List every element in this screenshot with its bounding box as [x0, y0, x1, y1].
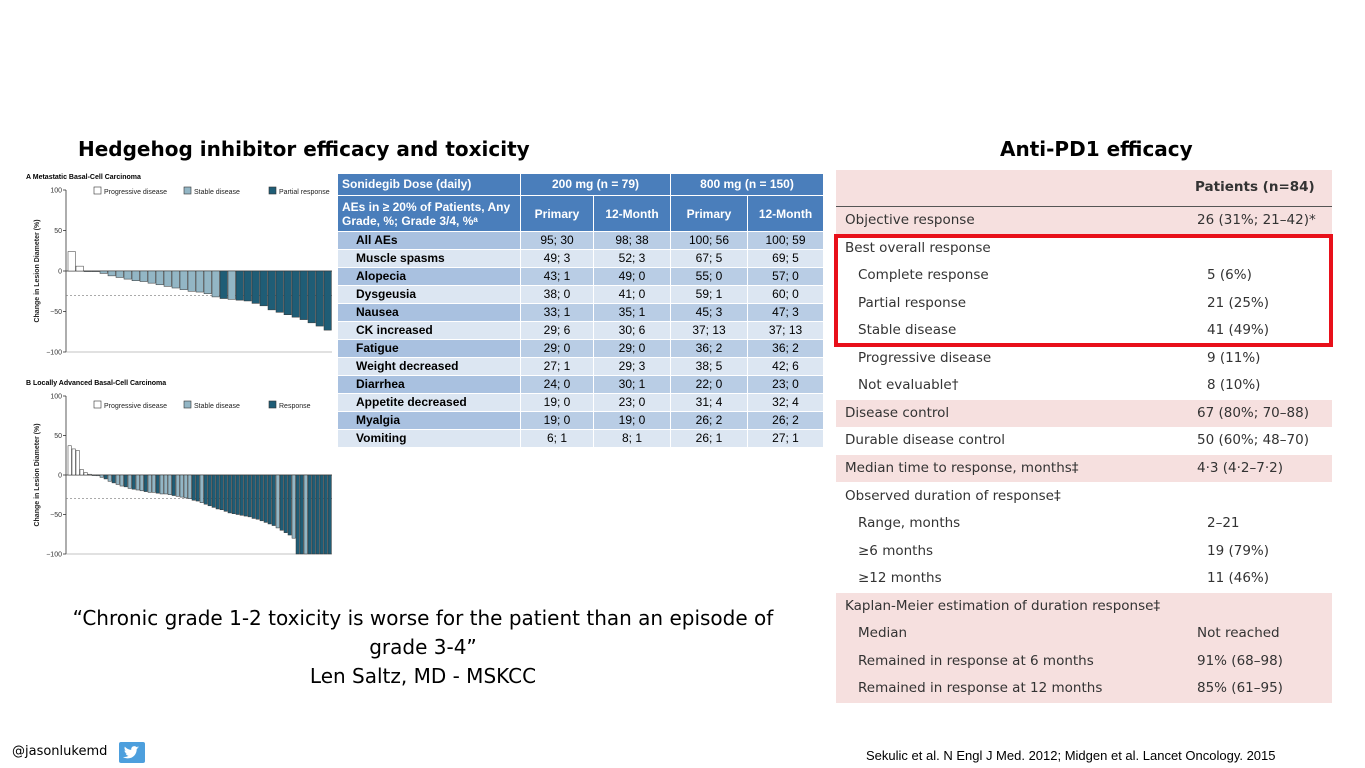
waterfall-bar	[276, 475, 279, 528]
waterfall-bar	[208, 475, 211, 506]
waterfall-bar	[312, 475, 315, 554]
waterfall-bar	[252, 271, 259, 303]
waterfall-bar	[140, 475, 143, 491]
waterfall-bar	[228, 475, 231, 513]
ae-header-col: Primary	[671, 196, 748, 232]
ae-value: 69; 5	[748, 250, 824, 268]
waterfall-bar	[244, 271, 251, 301]
pd1-row	[836, 538, 1332, 566]
pd1-row-label: Progressive disease	[858, 349, 992, 366]
ae-row	[338, 304, 824, 322]
waterfall-bar	[100, 475, 103, 477]
waterfall-bar	[92, 271, 99, 272]
ae-value: 55; 0	[671, 268, 748, 286]
pd1-row	[836, 510, 1332, 538]
pd1-row-value: 26 (31%; 21–42)*	[1197, 212, 1316, 228]
ae-name: Alopecia	[338, 268, 521, 286]
pd1-row	[836, 207, 1332, 235]
pd1-row-value: Not reached	[1197, 625, 1280, 642]
ae-name: Nausea	[338, 304, 521, 322]
waterfall-bar	[300, 475, 303, 554]
ae-value: 36; 2	[671, 340, 748, 358]
legend-label: Stable disease	[194, 403, 240, 410]
waterfall-bar	[200, 475, 203, 503]
ae-value: 100; 56	[671, 232, 748, 250]
ae-row	[338, 358, 824, 376]
waterfall-bar	[132, 475, 135, 489]
waterfall-bar	[176, 475, 179, 496]
ae-name: Muscle spasms	[338, 250, 521, 268]
ae-value: 6; 1	[521, 430, 594, 448]
waterfall-bar	[256, 475, 259, 519]
ae-header-col: 12-Month	[748, 196, 824, 232]
waterfall-bar	[88, 474, 91, 475]
ae-value: 19; 0	[521, 394, 594, 412]
ae-value: 45; 3	[671, 304, 748, 322]
ae-value: 29; 6	[521, 322, 594, 340]
waterfall-bar	[204, 475, 207, 504]
ae-value: 35; 1	[594, 304, 671, 322]
ae-value: 19; 0	[521, 412, 594, 430]
waterfall-bar	[252, 475, 255, 518]
ae-row	[338, 430, 824, 448]
waterfall-bar	[80, 469, 83, 475]
waterfall-bar	[280, 475, 283, 530]
quote-author: Len Saltz, MD - MSKCC	[309, 664, 537, 688]
waterfall-bar	[308, 271, 315, 323]
waterfall-bar	[140, 271, 147, 282]
pd1-row-label: Durable disease control	[845, 432, 1006, 449]
legend-label: Stable disease	[194, 189, 240, 196]
pd1-row-label: ≥6 months	[858, 542, 934, 559]
waterfall-chart-metastatic	[24, 170, 336, 370]
legend-swatch	[184, 187, 191, 194]
waterfall-bar	[96, 475, 99, 476]
waterfall-bar	[232, 475, 235, 514]
waterfall-bar	[288, 475, 291, 535]
y-tick-label: 50	[54, 228, 62, 235]
waterfall-chart-a-svg	[24, 170, 336, 370]
pd1-row	[836, 427, 1332, 455]
chart-title: B Locally Advanced Basal-Cell Carcinoma	[26, 380, 167, 387]
ae-value: 27; 1	[748, 430, 824, 448]
ae-header-800mg: 800 mg (n = 150)	[671, 174, 824, 196]
pd1-row-label: Remained in response at 12 months	[858, 680, 1103, 697]
ae-value: 26; 2	[748, 412, 824, 430]
ae-row	[338, 322, 824, 340]
ae-value: 59; 1	[671, 286, 748, 304]
ae-row	[338, 232, 824, 250]
pd1-row	[836, 483, 1332, 511]
waterfall-bar	[296, 475, 299, 554]
waterfall-bar	[120, 475, 123, 486]
pd1-row-label: Objective response	[845, 212, 975, 228]
waterfall-bar	[260, 475, 263, 521]
ae-value: 19; 0	[594, 412, 671, 430]
ae-header-label: AEs in ≥ 20% of Patients, Any Grade, %; Grade 3/4, %ᵃ	[338, 196, 521, 232]
quote-block	[40, 604, 806, 691]
waterfall-bar	[316, 475, 319, 554]
pd1-row-value: 19 (79%)	[1207, 542, 1270, 559]
waterfall-bar	[124, 271, 131, 279]
waterfall-bar	[224, 475, 227, 511]
ae-name: Fatigue	[338, 340, 521, 358]
ae-value: 37; 13	[748, 322, 824, 340]
pd1-row-value: 11 (46%)	[1207, 570, 1270, 587]
y-tick-label: −100	[46, 551, 62, 559]
waterfall-bar	[100, 271, 107, 273]
waterfall-bar	[316, 271, 323, 326]
pd1-row-label: Disease control	[845, 404, 950, 421]
ae-value: 95; 30	[521, 232, 594, 250]
ae-header-row-1	[338, 174, 824, 196]
pd1-row-value: 9 (11%)	[1207, 349, 1261, 366]
waterfall-bar	[136, 475, 139, 490]
waterfall-bar	[128, 475, 131, 488]
ae-value: 33; 1	[521, 304, 594, 322]
pd1-row-value: 2–21	[1207, 515, 1240, 532]
ae-name: Vomiting	[338, 430, 521, 448]
waterfall-bar	[164, 271, 171, 286]
twitter-handle: @jasonlukemd	[12, 744, 108, 759]
ae-name: Dysgeusia	[338, 286, 521, 304]
ae-name: Myalgia	[338, 412, 521, 430]
ae-name: Appetite decreased	[338, 394, 521, 412]
ae-table-body	[338, 232, 824, 448]
chart-title: A Metastatic Basal-Cell Carcinoma	[26, 174, 141, 181]
pd1-row-label: Median time to response, months‡	[845, 459, 1079, 476]
waterfall-bar	[328, 475, 331, 554]
ae-value: 49; 3	[521, 250, 594, 268]
ae-value: 23; 0	[594, 394, 671, 412]
waterfall-bar	[68, 446, 71, 475]
pd1-row-label: Remained in response at 6 months	[858, 652, 1094, 669]
ae-header-dose: Sonidegib Dose (daily)	[338, 174, 521, 196]
waterfall-bar	[212, 271, 219, 297]
waterfall-bar	[132, 271, 139, 281]
waterfall-chart-locally-advanced	[24, 376, 336, 572]
pd1-row	[836, 648, 1332, 676]
ae-value: 29; 3	[594, 358, 671, 376]
waterfall-bar	[192, 475, 195, 500]
waterfall-bar	[160, 475, 163, 494]
waterfall-bar	[108, 271, 115, 276]
pd1-row-value: 50 (60%; 48–70)	[1197, 432, 1309, 449]
waterfall-bar	[196, 271, 203, 292]
ae-value: 41; 0	[594, 286, 671, 304]
y-axis-label: Change in Lesion Diameter (%)	[34, 219, 41, 323]
ae-row	[338, 340, 824, 358]
ae-value: 24; 0	[521, 376, 594, 394]
ae-value: 8; 1	[594, 430, 671, 448]
waterfall-bar	[184, 475, 187, 498]
ae-value: 67; 5	[671, 250, 748, 268]
pd1-row	[836, 400, 1332, 428]
waterfall-bar	[124, 475, 127, 487]
ae-row	[338, 250, 824, 268]
waterfall-bar	[272, 475, 275, 526]
legend-swatch	[94, 401, 101, 408]
ae-row	[338, 376, 824, 394]
ae-value: 37; 13	[671, 322, 748, 340]
y-tick-label: −100	[46, 349, 62, 357]
pd1-row-label: Partial response	[858, 294, 967, 311]
waterfall-bar	[168, 475, 171, 495]
waterfall-bar	[172, 271, 179, 288]
ae-value: 100; 59	[748, 232, 824, 250]
ae-value: 60; 0	[748, 286, 824, 304]
pd1-table-header	[836, 170, 1332, 206]
pd1-row-label: Median	[858, 625, 908, 642]
waterfall-chart-b-svg	[24, 376, 336, 572]
legend-swatch	[184, 401, 191, 408]
ae-value: 27; 1	[521, 358, 594, 376]
pd1-row	[836, 455, 1332, 483]
y-tick-label: −50	[50, 512, 62, 519]
ae-value: 43; 1	[521, 268, 594, 286]
pd1-row-label: ≥12 months	[858, 570, 942, 587]
waterfall-bar	[148, 475, 151, 492]
ae-value: 30; 6	[594, 322, 671, 340]
pd1-row-label: Best overall response	[845, 239, 991, 256]
ae-value: 52; 3	[594, 250, 671, 268]
waterfall-bar	[104, 475, 107, 479]
waterfall-bar	[216, 475, 219, 509]
waterfall-bar	[236, 271, 243, 300]
waterfall-bar	[220, 271, 227, 299]
ae-row	[338, 412, 824, 430]
waterfall-bar	[268, 475, 271, 524]
waterfall-bar	[180, 475, 183, 497]
right-heading: Anti-PD1 efficacy	[1000, 137, 1193, 161]
ae-value: 23; 0	[748, 376, 824, 394]
waterfall-bar	[308, 475, 311, 554]
legend-label: Response	[279, 403, 311, 410]
ae-value: 29; 0	[521, 340, 594, 358]
y-tick-label: 100	[50, 187, 62, 195]
waterfall-bar	[72, 449, 75, 475]
waterfall-bar	[156, 475, 159, 493]
waterfall-bar	[76, 451, 79, 475]
waterfall-bar	[264, 475, 267, 522]
pd1-row	[836, 565, 1332, 593]
ae-name: Diarrhea	[338, 376, 521, 394]
y-tick-label: 100	[50, 393, 62, 401]
waterfall-bar	[284, 271, 291, 315]
ae-row	[338, 286, 824, 304]
pd1-row	[836, 675, 1332, 703]
pd1-row-value: 67 (80%; 70–88)	[1197, 404, 1309, 421]
ae-row	[338, 268, 824, 286]
ae-value: 29; 0	[594, 340, 671, 358]
y-tick-label: −50	[50, 309, 62, 316]
waterfall-bar	[68, 252, 75, 271]
ae-value: 98; 38	[594, 232, 671, 250]
ae-value: 22; 0	[671, 376, 748, 394]
ae-value: 31; 4	[671, 394, 748, 412]
ae-value: 47; 3	[748, 304, 824, 322]
waterfall-bar	[292, 271, 299, 317]
waterfall-bar	[248, 475, 251, 517]
y-tick-label: 0	[58, 472, 62, 480]
pd1-row-value: 5 (6%)	[1207, 267, 1252, 284]
ae-value: 26; 1	[671, 430, 748, 448]
ae-value: 57; 0	[748, 268, 824, 286]
ae-name: CK increased	[338, 322, 521, 340]
legend-label: Partial response	[279, 189, 330, 196]
highlight-box	[834, 234, 1333, 347]
twitter-bird-glyph	[119, 742, 145, 763]
waterfall-bar	[304, 475, 307, 554]
quote-line-1: “Chronic grade 1-2 toxicity is worse for the patient than an episode of	[72, 606, 774, 630]
pd1-row-value: 41 (49%)	[1207, 322, 1270, 339]
y-tick-label: 0	[58, 268, 62, 276]
waterfall-bar	[172, 475, 175, 496]
legend-label: Progressive disease	[104, 189, 168, 196]
waterfall-bar	[204, 271, 211, 294]
waterfall-bar	[116, 271, 123, 277]
waterfall-bar	[116, 475, 119, 484]
pd1-row-label: Not evaluable†	[858, 377, 959, 394]
ae-value: 38; 0	[521, 286, 594, 304]
ae-name: Weight decreased	[338, 358, 521, 376]
waterfall-bar	[84, 473, 87, 475]
pd1-row-value: 8 (10%)	[1207, 377, 1261, 394]
pd1-row-value: 85% (61–95)	[1197, 680, 1283, 697]
waterfall-bar	[292, 475, 295, 538]
ae-value: 49; 0	[594, 268, 671, 286]
ae-value: 36; 2	[748, 340, 824, 358]
pd1-row-label: Stable disease	[858, 322, 957, 339]
waterfall-bar	[108, 475, 111, 481]
ae-header-col: Primary	[521, 196, 594, 232]
waterfall-bar	[180, 271, 187, 290]
legend-swatch	[269, 401, 276, 408]
waterfall-bar	[240, 475, 243, 515]
pd1-row-value: 91% (68–98)	[1197, 652, 1283, 669]
pd1-row	[836, 620, 1332, 648]
waterfall-bar	[212, 475, 215, 507]
citation: Sekulic et al. N Engl J Med. 2012; Midgen et al. Lancet Oncology. 2015	[866, 748, 1276, 763]
waterfall-bar	[228, 271, 235, 299]
left-heading: Hedgehog inhibitor efficacy and toxicity	[78, 137, 530, 161]
ae-value: 38; 5	[671, 358, 748, 376]
pd1-row	[836, 593, 1332, 621]
ae-header-col: 12-Month	[594, 196, 671, 232]
ae-header-row-2	[338, 196, 824, 232]
y-tick-label: 50	[54, 433, 62, 440]
ae-value: 26; 2	[671, 412, 748, 430]
waterfall-bar	[276, 271, 283, 312]
waterfall-bar	[76, 266, 83, 271]
quote-line-2: grade 3-4”	[369, 635, 477, 659]
legend-swatch	[269, 187, 276, 194]
waterfall-bar	[188, 475, 191, 499]
waterfall-bar	[92, 475, 95, 476]
waterfall-bar	[300, 271, 307, 320]
waterfall-bar	[188, 271, 195, 291]
waterfall-bar	[268, 271, 275, 310]
waterfall-bar	[156, 271, 163, 285]
waterfall-bar	[284, 475, 287, 533]
pd1-row-value: 4·3 (4·2–7·2)	[1197, 459, 1283, 476]
waterfall-bar	[324, 271, 331, 330]
pd1-row-label: Range, months	[858, 515, 961, 532]
y-axis-label: Change in Lesion Diameter (%)	[34, 423, 41, 527]
ae-header-200mg: 200 mg (n = 79)	[521, 174, 671, 196]
waterfall-bar	[220, 475, 223, 510]
pd1-row	[836, 345, 1332, 373]
ae-value: 32; 4	[748, 394, 824, 412]
waterfall-bar	[152, 475, 155, 492]
ae-row	[338, 394, 824, 412]
twitter-bird-icon	[119, 742, 145, 763]
pd1-row-value: 21 (25%)	[1207, 294, 1270, 311]
waterfall-bar	[144, 475, 147, 492]
waterfall-bar	[244, 475, 247, 516]
pd1-row-label: Complete response	[858, 267, 989, 284]
waterfall-bar	[112, 475, 115, 483]
waterfall-bar	[196, 475, 199, 501]
waterfall-bar	[84, 271, 91, 272]
waterfall-bar	[260, 271, 267, 306]
waterfall-bar	[324, 475, 327, 554]
ae-value: 42; 6	[748, 358, 824, 376]
adverse-events-table	[337, 173, 824, 448]
pd1-row	[836, 372, 1332, 400]
legend-label: Progressive disease	[104, 403, 168, 410]
pd1-row-label: Observed duration of response‡	[845, 487, 1061, 504]
ae-value: 30; 1	[594, 376, 671, 394]
waterfall-bar	[148, 271, 155, 283]
pd1-row-label: Kaplan-Meier estimation of duration response‡	[845, 597, 1161, 614]
ae-name: All AEs	[338, 232, 521, 250]
waterfall-bar	[164, 475, 167, 494]
waterfall-bar	[236, 475, 239, 515]
waterfall-bar	[320, 475, 323, 554]
legend-swatch	[94, 187, 101, 194]
pd1-patients-header: Patients (n=84)	[1195, 179, 1315, 195]
